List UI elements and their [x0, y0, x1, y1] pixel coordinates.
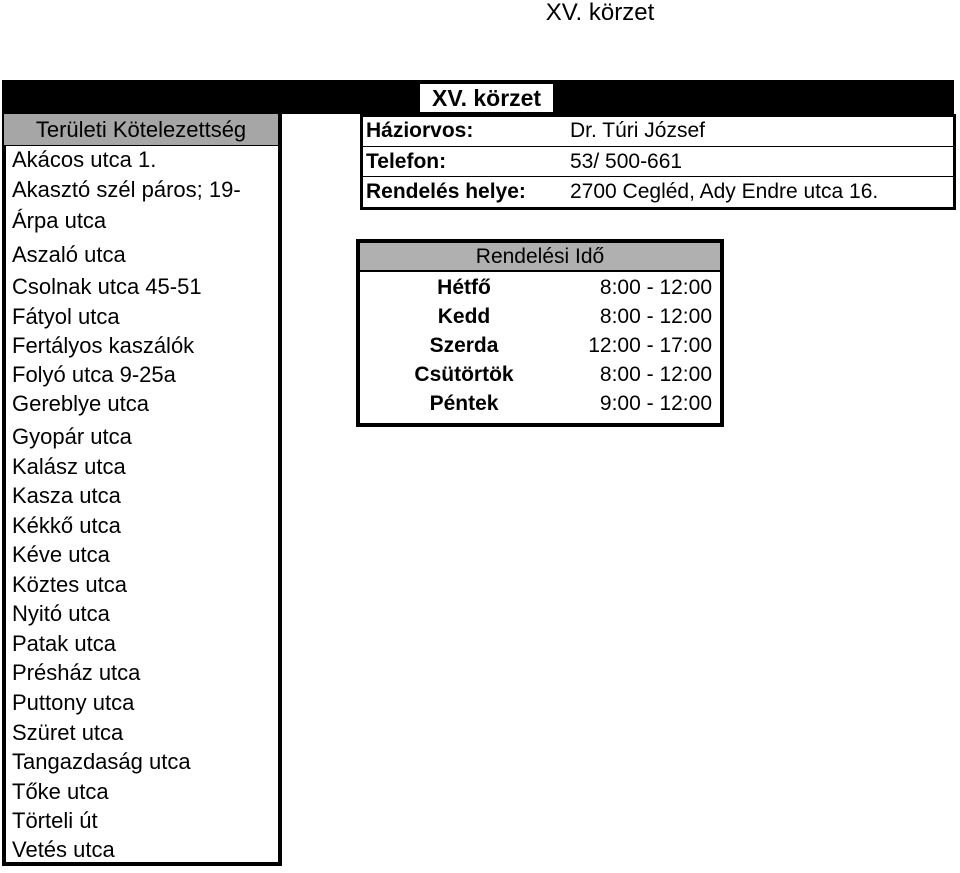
street-item: Tőke utca [12, 779, 109, 804]
street-item: Csolnak utca 45-51 [12, 274, 202, 299]
schedule-day: Hétfő [437, 276, 491, 299]
schedule-hours: 8:00 - 12:00 [599, 276, 712, 299]
street-item: Kalász utca [12, 454, 126, 479]
schedule-hours: 12:00 - 17:00 [588, 334, 712, 357]
phone-row [362, 147, 954, 177]
street-item: Akácos utca 1. [12, 147, 157, 172]
street-item: Présház utca [12, 660, 141, 685]
location-row [362, 177, 954, 207]
phone-value: 53/ 500-661 [570, 150, 683, 173]
location-label: Rendelés helye: [366, 180, 526, 203]
location-value: 2700 Cegléd, Ady Endre utca 16. [570, 180, 879, 203]
street-item: Fátyol utca [12, 304, 120, 329]
street-item: Puttony utca [12, 690, 135, 715]
street-item: Kasza utca [12, 483, 121, 508]
phone-label: Telefon: [366, 150, 447, 173]
street-item: Nyitó utca [12, 601, 110, 626]
street-item: Törteli út [12, 808, 98, 833]
schedule-hours: 8:00 - 12:00 [599, 305, 712, 328]
street-item: Köztes utca [12, 572, 127, 597]
street-item: Aszaló utca [12, 242, 126, 267]
street-item: Tangazdaság utca [12, 749, 191, 774]
district-title: XV. körzet [420, 84, 553, 112]
schedule-header: Rendelési Idő [360, 243, 720, 272]
doctor-row [362, 116, 954, 146]
street-item: Gyopár utca [12, 424, 132, 449]
street-item: Gereblye utca [12, 391, 149, 416]
schedule-hours: 9:00 - 12:00 [599, 392, 712, 415]
schedule-row [360, 302, 720, 331]
schedule-row [360, 331, 720, 360]
schedule-row [360, 389, 720, 418]
doctor-name: Dr. Túri József [570, 119, 705, 142]
schedule-hours: 8:00 - 12:00 [599, 363, 712, 386]
schedule-day: Péntek [429, 392, 499, 415]
schedule-row [360, 273, 720, 302]
street-item: Kéve utca [12, 542, 110, 567]
street-item: Akasztó szél páros; 19- [12, 177, 241, 202]
doctor-label: Háziorvos: [366, 119, 474, 142]
street-item: Árpa utca [12, 208, 107, 233]
schedule-row [360, 360, 720, 389]
schedule-day: Csütörtök [414, 363, 514, 386]
street-list-header: Területi Kötelezettség [4, 114, 278, 146]
street-item: Patak utca [12, 631, 116, 656]
page-title: XV. körzet [545, 0, 655, 26]
schedule-day: Kedd [437, 305, 491, 328]
street-item: Folyó utca 9-25a [12, 362, 176, 387]
street-item: Fertályos kaszálók [12, 333, 195, 358]
schedule-day: Szerda [429, 334, 499, 357]
street-item: Vetés utca [12, 837, 115, 862]
street-item: Szüret utca [12, 720, 124, 745]
street-item: Kékkő utca [12, 513, 121, 538]
